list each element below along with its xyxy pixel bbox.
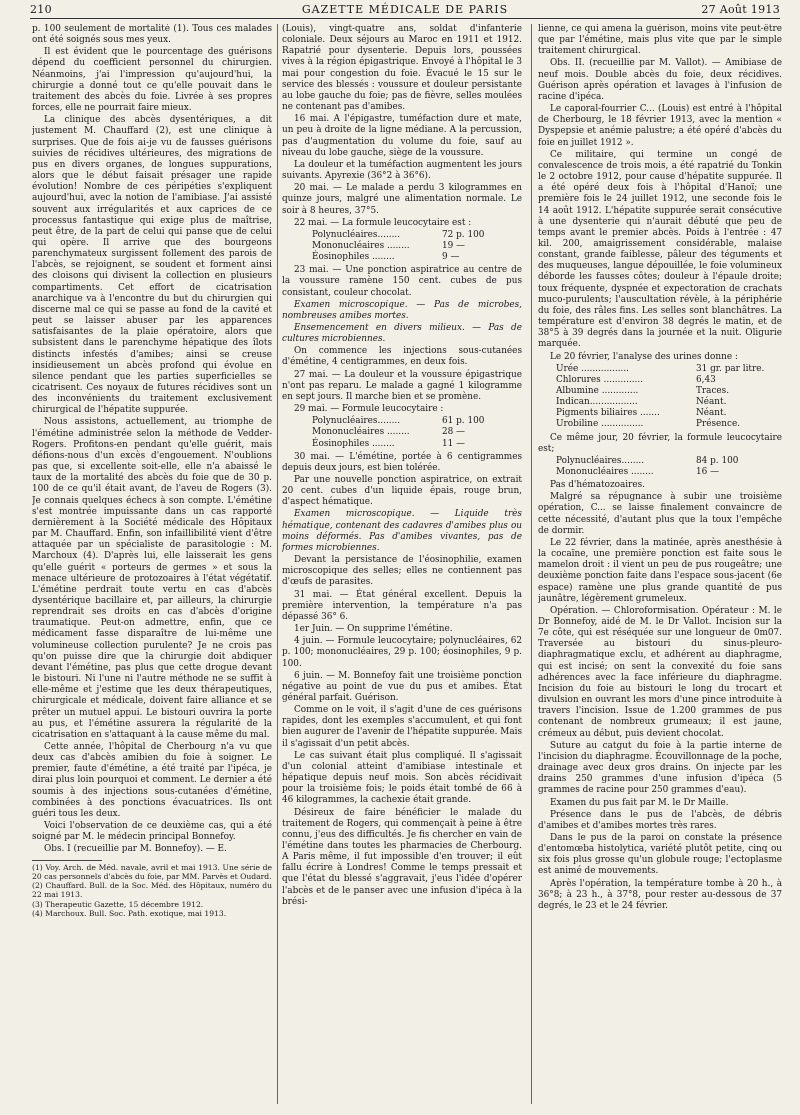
paragraph: Ce militaire, qui termine un congé de convalescence de trois mois, a été rapatrié du Tonkin le 2 octobre 1912, pour cause d'hépatite suppurée. Il a été opéré deux fois à l'hôpital d'Hanoï; une première fois le 24 juillet 1912, une seconde fois le 14 août 1912. L'hépatite suppurée serait consécutive à une dysenterie qui n'aurait débuté que peu de temps avant le premier abcès. Poids à l'entrée : 47 kil. 200, amaigrissement considérable, malaise constant, grande faiblesse, pâleur des téguments et des muqueuses, langue dépouillée, le foie volumineux déborde les fausses côtes; douleur à l'épaule droite; toux fréquente, dyspnée et expectoration de crachats muco-purulents; l'auscultation révèle, à la périphérie du foie, des râles fins. Les selles sont blanchâtres. La température est d'environ 38 degrés le matin, et de 38°5 à 39 degrés dans la journée et la nuit. Oligurie marquée. <box>538 149 782 350</box>
page-header <box>30 2 780 18</box>
issue-date: 27 Août 1913 <box>701 3 780 16</box>
paragraph: Ce même jour, 20 février, la formule leucocytaire est; <box>538 432 782 454</box>
paragraph: Suture au catgut du foie à la partie interne de l'incision du diaphragme. Écouvillonnage de la poche, drainage avec deux gros drains. On injecte par les drains 250 grammes d'une infusion d'ipéca (5 grammes de racine pour 250 grammes d'eau). <box>538 740 782 796</box>
paragraph: Examen du pus fait par M. le Dr Maille. <box>550 797 729 808</box>
page-number: 210 <box>30 3 52 16</box>
paragraph: Désireux de faire bénéficier le malade du traitement de Rogers, qui commençait à peine à être connu, j'eus des difficultés. Je fis chercher en vain de l'émétine dans toutes les pharmacies de Cherbourg. A Paris même, il fut impossible d'en trouver; il eût fallu écrire à Londres! Comme le temps pressait et que l'état du blessé s'aggravait, j'eus l'idée d'opérer l'abcès et de le panser avec une infusion d'ipéca à la brési- <box>282 807 522 907</box>
paragraph: Cette année, l'hôpital de Cherbourg n'a vu que deux cas d'abcès amibien du foie à soigner. Le premier, faute d'émétine, a été traité par l'ipéca, je dirai plus loin pourquoi et comment. Le dernier a été soumis à des injections sous-cutanées d'émétine, combinées à des ponctions évacuatrices. Ils ont guéri tous les deux. <box>32 742 272 819</box>
paragraph: 30 mai. — L'émétine, portée à 6 centigrammes depuis deux jours, est bien tolérée. <box>282 451 522 473</box>
paragraph: 6 juin. — M. Bonnefoy fait une troisième ponction négative au point de vue du pus et amibes. État général parfait. Guérison. <box>282 670 522 703</box>
paragraph: Présence dans le pus de l'abcès, de débris d'amibes et d'amibes mortes très rares. <box>538 809 782 831</box>
column-1 <box>32 24 272 1106</box>
header-rule <box>30 18 780 19</box>
paragraph: Il est évident que le pourcentage des guérisons dépend du coefficient personnel du chirurgien. Néanmoins, j'ai l'impression qu'aujourd'hui, la chirurgie a donné tout ce qu'elle pouvait dans le traitement des abcès du foie. Livrée à ses propres forces, elle ne pourrait faire mieux. <box>32 47 272 114</box>
paragraph: Examen microscopique. — Liquide très hématique, contenant des cadavres d'amibes plus ou moins déformés. Pas d'amibes vivantes, pas de formes microbiennes. <box>282 509 522 553</box>
paragraph: Après l'opération, la température tombe à 20 h., à 36°8; à 23 h., à 37°8, pour rester au-dessous de 37 degrés, le 23 et le 24 février. <box>538 878 782 911</box>
paragraph: On commence les injections sous-cutanées d'émétine, 4 centigrammes, en deux fois. <box>282 346 522 368</box>
paragraph: 4 juin. — Formule leucocytaire; polynucléaires, 62 p. 100; mononucléaires, 29 p. 100; éosinophiles, 9 p. 100. <box>282 636 522 669</box>
paragraph: La douleur et la tuméfaction augmentent les jours suivants. Apyrexie (36°2 à 36°6). <box>282 159 522 182</box>
paragraph: Le 20 février, l'analyse des urines donne : <box>550 351 738 362</box>
paragraph: 16 mai. A l'épigastre, tuméfaction dure et mate, un peu à droite de la ligne médiane. A la percussion, pas d'augmentation du volume du foie, sauf au niveau du lobe gauche, siège de la voussure. <box>282 114 522 158</box>
table-row: Éosinophiles ........ 9 — <box>312 252 460 263</box>
column-divider-2 <box>531 24 532 1104</box>
paragraph: Malgré sa répugnance à subir une troisième opération, C... se laisse finalement convaincre de cette nécessité, d'autant plus que la toux l'empêche de dormir. <box>538 492 782 536</box>
observation-heading: Obs. II. (recueillie par M. Vallot). — Amibiase de neuf mois. Double abcès du foie, deux récidives. Guérison après opération et lavages à l'infusion de racine d'ipéca. <box>538 58 782 102</box>
paragraph: Le caporal-fourrier C... (Louis) est entré à l'hôpital de Cherbourg, le 18 février 1913, avec la mention « Dyspepsie et anémie palustre; a été opéré d'abcès du foie en juillet 1912 ». <box>538 104 782 148</box>
paragraph: 29 mai. — Formule leucocytaire : <box>294 404 444 415</box>
table-row: Indican................. Néant. <box>556 397 727 408</box>
paragraph: Dans le pus de la paroi on constate la présence d'entomœba histolytica, variété plutôt petite, cinq ou six fois plus grosse qu'un globule rouge; l'ectoplasme est animé de mouvements. <box>538 832 782 877</box>
column-divider-1 <box>277 24 278 1104</box>
paragraph: Opération. — Chloroformisation. Opérateur : M. le Dr Bonnefoy, aidé de M. le Dr Vallot. Incision sur la 7e côte, qui est réséquée sur une longueur de 0m07. Traversée au bistouri du sinus-pleuro-diaphragmatique exclu, et adhérent au diaphragme, qui est incisé; on sent la convexité du foie sans adhérences avec la face inférieure du diaphragme. Incision du foie au bistouri le long du trocart et divulsion en ouvrant les mors d'une pince introduite à travers l'incision. Issue de 1.200 grammes de pus contenant de nombreux grumeaux; il est jaune, crémeux au début, puis devient chocolat. <box>538 605 782 739</box>
paragraph: Examen microscopique. — Pas de microbes, nombreuses amibes mortes. <box>282 299 522 321</box>
paragraph: 1er Juin. — On supprime l'émétine. <box>294 624 453 635</box>
paragraph: 31 mai. — État général excellent. Depuis la première intervention, la température n'a pas dépassé 36° 6. <box>282 589 522 622</box>
paragraph: Par une nouvelle ponction aspiratrice, on extrait 20 cent. cubes d'un liquide épais, rouge brun, d'aspect hématique. <box>282 475 522 508</box>
footnote: (1) Voy. Arch. de Méd. navale, avril et mai 1913. Une série de 20 cas personnels d'abcès du foie, par MM. Parvès et Oudard. <box>32 862 272 881</box>
paragraph: (Louis), vingt-quatre ans, soldat d'infanterie coloniale. Deux séjours au Maroc en 1911 et 1912. Rapatrié pour dysenterie. Depuis lors, poussées vives à la région épigastrique. Envoyé à l'hôpital le 3 mai pour congestion du foie. Évacué le 15 sur le service des blessés : voussure et douleur persistante au lobe gauche du foie; pas de fièvre, selles moulées ne contenant pas d'amibes. <box>282 24 522 113</box>
leucocyte-table-2 <box>312 416 492 449</box>
table-row: Chlorures .............. 6,43 <box>556 374 716 385</box>
paragraph: Le 22 février, dans la matinée, après anesthésie à la cocaïne, une première ponction est faite sous le mamelon droit : il vient un peu de pus rougeâtre; une deuxième ponction faite dans l'espace sous-jacent (6e espace) ramène une plus grande quantité de pus jaunâtre, légèrement grumeleux. <box>538 537 782 604</box>
table-row: Polynucléaires........ 61 p. 100 <box>312 416 485 427</box>
paragraph: Ensemencement en divers milieux. — Pas de cultures microbiennes. <box>282 323 522 345</box>
paragraph: 22 mai. — La formule leucocytaire est : <box>294 217 472 228</box>
journal-title: GAZETTE MÉDICALE DE PARIS <box>301 3 509 16</box>
paragraph: Voici l'observation de ce deuxième cas, qui a été soigné par M. le médecin principal Bonnefoy. <box>32 821 272 843</box>
paragraph: La clinique des abcès dysentériques, a dit justement M. Chauffard (2), est une clinique à surprises. Que de fois ai-je vu de fausses guérisons suivies de récidives ultérieures, des migrations de pus en divers organes, de longues suppurations, alors que le début faisait présager une rapide évolution! Nombre de ces péripéties s'expliquent aujourd'hui, avec la notion de l'amibiase. J'ai assisté souvent aux irrégularités et aux caprices de ce processus fantastique qui exige plus de maîtrise, peut être, de la part de celui qui panse que de celui qui opère. Il arrive que des bourgeons parenchymateux surgissent follement des parois de l'abcès, se rejoignent, se soudent et forment ainsi des cloisons qui divisent la collection en plusieurs compartiments. Cet effort de cicatrisation anarchique va à l'encontre du but du chirurgien qui discerne mal ce qui se passe au fond de la cavité et peut se laisser abuser par les apparences satisfaisantes de la plaie opératoire, alors que subsistent dans le parenchyme hépatique des îlots distincts infestés d'amibes; ainsi se creuse insidieusement un abcès profond qui évolue en silence pendant que les parties superficielles se cicatrisent. Ces noyaux de futures récidives sont un des inconvénients du traitement exclusivement chirurgical de l'hépatite suppurée. <box>32 115 272 416</box>
table-row: Mononucléaires ........ 16 — <box>556 466 719 477</box>
paragraph: Nous assistons, actuellement, au triomphe de l'émétine administrée selon la méthode de Vedder-Rogers. Profitons-en pendant qu'elle guérit, mais défions-nous d'un excès d'engouement. N'oublions pas que, si excellente soit-elle, elle n'a abaissé le taux de la mortalité des abcès du foie que de 30 p. 100 de ce qu'il était avant, de l'aveu de Rogers (3). Je connais quelques échecs à son compte. L'émétine s'est montrée impuissante dans un cas rapporté dernièrement à la Société médicale des Hôpitaux par M. Chauffard. Enfin, son infaillibilité vient d'être attaquée par un spécialiste de parasitologie : M. Marchoux (4). D'après lui, elle laisserait les gens qu'elle guérit « porteurs de germes » et sous la menace ultérieure de protozoaires à l'état végétatif. L'émétine perdrait toute vertu en cas d'abcès dysentérique bacillaire et, par ailleurs, la chirurgie reprendrait ses droits en cas d'abcès d'origine traumatique. Peut-on admettre, enfin, que ce médicament fasse disparaître de lui-même une volumineuse collection purulente? Je ne crois pas qu'on puisse dire que la chirurgie doit abdiquer devant l'émétine, pas plus que cette drogue devant le bistouri. Ni l'une ni l'autre méthode ne se suffit à elle-même et j'estime que les deux thérapeutiques, chirurgicale et médicale, doivent faire alliance et se prêter un mutuel appui. Le bistouri ouvrira la porte au pus, et l'émétine assurera la régularité de la cicatrisation en s'attaquant à la cause même du mal. <box>32 417 272 740</box>
column-3 <box>538 24 782 1106</box>
urine-table <box>556 364 776 431</box>
table-row: Urobiline ............... Présence. <box>556 419 741 430</box>
leucocyte-table-3 <box>556 456 776 478</box>
table-row: Mononucléaires ........ 19 — <box>312 240 465 251</box>
table-row: Albumine ............. Traces. <box>556 385 730 396</box>
leucocyte-table-1 <box>312 230 492 263</box>
footnote: (4) Marchoux. Bull. Soc. Path. exotique, mai 1913. <box>32 909 227 919</box>
paragraph: Pas d'hématozoaires. <box>550 480 645 491</box>
table-row: Urée ................. 31 gr. par litre. <box>556 363 765 374</box>
paragraph: Comme on le voit, il s'agit d'une de ces guérisons rapides, dont les exemples s'accumulent, et qui font bien augurer de l'avenir de l'hépatite suppurée. Mais il s'agissait d'un petit abcès. <box>282 705 522 749</box>
paragraph: Devant la persistance de l'éosinophilie, examen microscopique des selles; elles ne contiennent pas d'œufs de parasites. <box>282 555 522 588</box>
table-row: Pigments biliaires ....... Néant. <box>556 408 727 419</box>
paragraph: p. 100 seulement de mortalité (1). Tous ces malades ont été soignés sous mes yeux. <box>32 24 272 46</box>
table-row: Mononucléaires ........ 28 — <box>312 427 465 438</box>
footnote: (3) Therapeutic Gazette, 15 décembre 1912. <box>32 899 204 909</box>
table-row: Polynucléaires........ 84 p. 100 <box>556 455 739 466</box>
paragraph: 27 mai. — La douleur et la voussure épigastrique n'ont pas reparu. Le malade a gagné 1 kilogramme en sept jours. Il marche bien et se promène. <box>282 369 522 402</box>
paragraph: 23 mai. — Une ponction aspiratrice au centre de la voussure ramène 150 cent. cubes de pus consistant, couleur chocolat. <box>282 265 522 298</box>
table-row: Éosinophiles ........ 11 — <box>312 438 465 449</box>
observation-heading: Obs. I (recueillie par M. Bonnefoy). — E. <box>44 844 227 855</box>
table-row: Polynucléaires........ 72 p. 100 <box>312 229 485 240</box>
paragraph: Le cas suivant était plus compliqué. Il s'agissait d'un colonial atteint d'amibiase intestinale et hépatique depuis neuf mois. Son abcès récidivait pour la troisième fois; le poids était tombé de 66 à 46 kilogrammes, la cachexie était grande. <box>282 750 522 806</box>
footnote-rule <box>32 860 102 861</box>
paragraph: lienne, ce qui amena la guérison, moins vite peut-être que par l'émétine, mais plus vite que par le simple traitement chirurgical. <box>538 24 782 57</box>
paragraph: 20 mai. — Le malade a perdu 3 kilogrammes en quinze jours, malgré une alimentation normale. Le soir à 8 heures, 37°5. <box>282 183 522 216</box>
footnote: (2) Chauffard. Bull. de la Soc. Méd. des Hôpitaux, numéro du 22 mai 1913. <box>32 881 272 900</box>
column-2 <box>282 24 522 1106</box>
